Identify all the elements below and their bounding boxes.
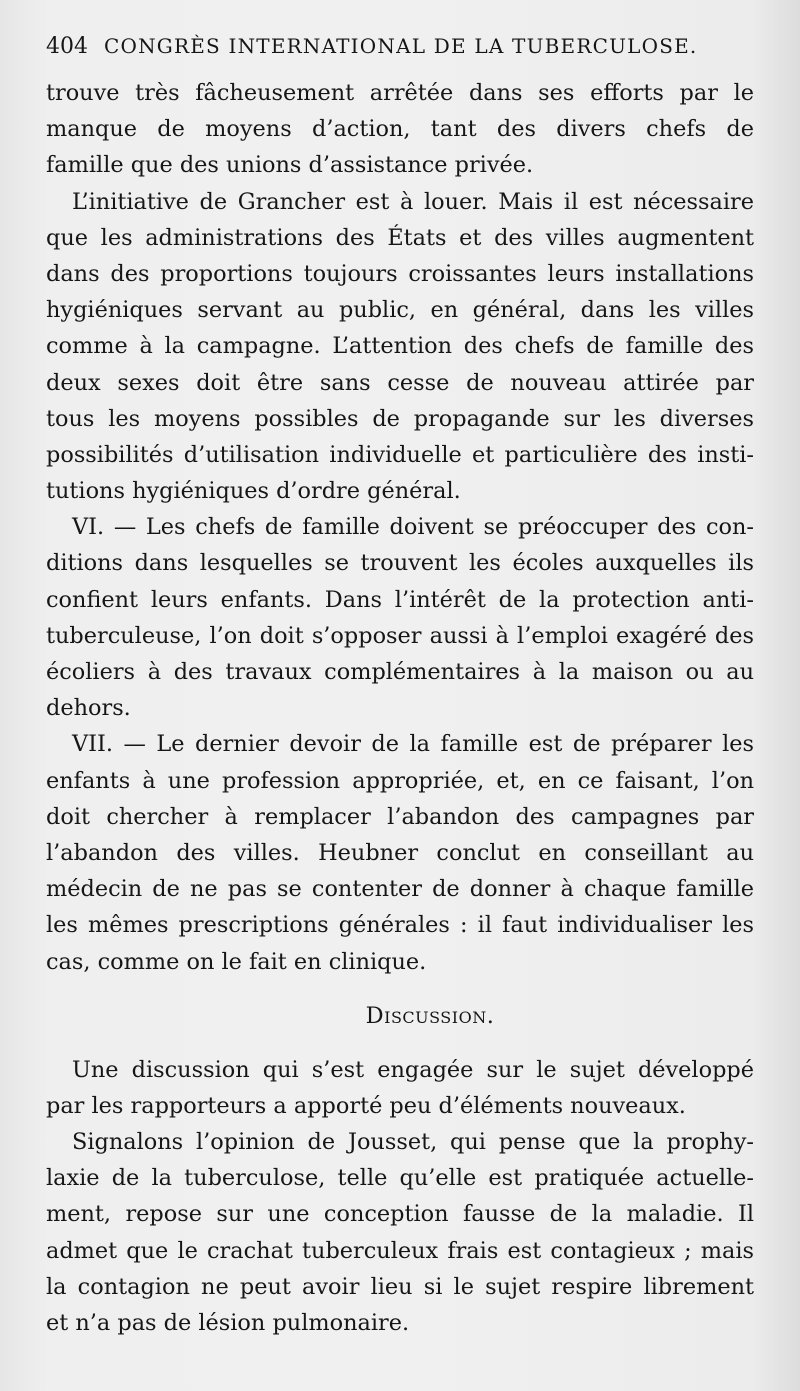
text-line: L’initiative de Grancher est à louer. Mais il est nécessaire bbox=[72, 188, 754, 215]
text-line: confient leurs enfants. Dans l’intérêt de la protection anti- bbox=[46, 586, 754, 613]
text-line: hygiéniques servant au public, en général, dans les villes bbox=[46, 297, 754, 324]
paragraph-grancher bbox=[46, 184, 754, 510]
text-line: les mêmes prescriptions générales : il faut individualiser les bbox=[46, 912, 754, 939]
text-line: la contagion ne peut avoir lieu si le sujet respire librement bbox=[46, 1273, 754, 1300]
text-line: Signalons l’opinion de Jousset, qui pense que la prophy- bbox=[72, 1129, 754, 1156]
paragraph-jousset bbox=[46, 1124, 754, 1341]
text-line: et n’a pas de lésion pulmonaire. bbox=[46, 1310, 410, 1336]
paragraph-continued bbox=[46, 75, 754, 184]
text-line: cas, comme on le fait en clinique. bbox=[46, 948, 427, 975]
text-line: tuberculeuse, l’on doit s’opposer aussi à l’emploi exagéré des bbox=[46, 622, 754, 649]
paragraph-vii bbox=[46, 726, 754, 979]
text-line: admet que le crachat tuberculeux frais est contagieux ; mais bbox=[46, 1237, 754, 1264]
text-line: famille que des unions d’assistance privée. bbox=[46, 152, 534, 179]
text-line: comme à la campagne. L’attention des chefs de famille des bbox=[46, 333, 754, 360]
text-line: tutions hygiéniques d’ordre général. bbox=[46, 478, 461, 505]
text-line: VI. — Les chefs de famille doivent se préoccuper des con- bbox=[72, 514, 754, 541]
text-line: Une discussion qui s’est engagée sur le sujet développé bbox=[72, 1056, 754, 1083]
page-body bbox=[46, 75, 754, 1341]
text-line: dehors. bbox=[46, 695, 131, 722]
text-line: laxie de la tuberculose, telle qu’elle est pratiquée actuelle- bbox=[46, 1165, 754, 1192]
text-line: manque de moyens d’action, tant des divers chefs de bbox=[46, 116, 754, 143]
paragraph-discussion bbox=[46, 1052, 754, 1124]
text-line: tous les moyens possibles de propagande sur les diverses bbox=[46, 405, 754, 432]
section-heading: Discussion. bbox=[365, 1002, 495, 1029]
page-number: 404 bbox=[46, 34, 88, 59]
text-line: possibilités d’utilisation individuelle et particulière des insti- bbox=[46, 441, 754, 468]
text-line: ment, repose sur une conception fausse de la maladie. Il bbox=[46, 1201, 754, 1228]
paragraph-vi bbox=[46, 509, 754, 726]
running-header bbox=[46, 34, 766, 64]
text-line: VII. — Le dernier devoir de la famille est de préparer les bbox=[72, 731, 754, 758]
text-line: trouve très fâcheusement arrêtée dans ses efforts par le bbox=[46, 80, 754, 106]
text-line: doit chercher à remplacer l’abandon des campagnes par bbox=[46, 803, 754, 830]
text-line: dans des proportions toujours croissantes leurs installations bbox=[46, 260, 754, 287]
text-line: écoliers à des travaux complémentaires à la maison ou au bbox=[46, 659, 754, 685]
text-line: par les rapporteurs a apporté peu d’éléments nouveaux. bbox=[46, 1092, 686, 1119]
text-line: enfants à une profession appropriée, et, en ce faisant, l’on bbox=[46, 767, 754, 794]
text-line: médecin de ne pas se contenter de donner à chaque famille bbox=[46, 876, 754, 903]
text-line: l’abandon des villes. Heubner conclut en conseillant au bbox=[46, 839, 754, 866]
text-line: ditions dans lesquelles se trouvent les écoles auxquelles ils bbox=[46, 550, 754, 577]
text-line: que les administrations des États et des villes augmentent bbox=[46, 224, 754, 251]
running-title: CONGRÈS INTERNATIONAL DE LA TUBERCULOSE. bbox=[104, 34, 698, 58]
text-line: deux sexes doit être sans cesse de nouveau attirée par bbox=[46, 369, 754, 396]
